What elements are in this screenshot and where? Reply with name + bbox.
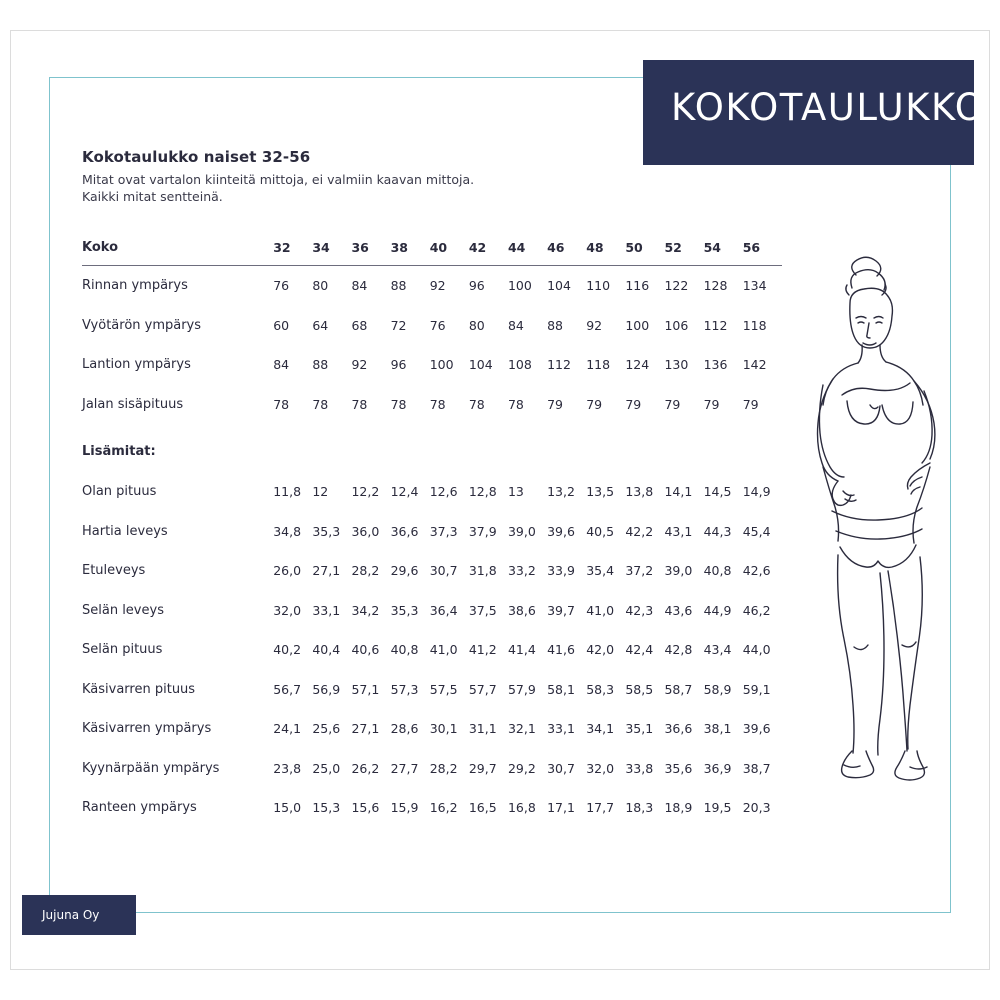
table-header xyxy=(82,240,782,266)
measurement-cell: 32,0 xyxy=(273,602,302,618)
measurement-cell: 122 xyxy=(664,278,689,294)
measurement-cell: 57,9 xyxy=(507,681,536,697)
measurement-cell: 42,3 xyxy=(625,602,654,618)
measurement-cell: 12,6 xyxy=(429,484,458,500)
measurement-cell: 40,8 xyxy=(390,642,419,658)
measurement-cell: 57,5 xyxy=(429,681,458,697)
measurement-cell: 43,1 xyxy=(664,523,693,539)
table-header-row xyxy=(82,240,782,266)
measurement-cell: 78 xyxy=(507,396,524,412)
measurement-cell: 38,7 xyxy=(742,760,771,776)
measurement-cell: 37,5 xyxy=(468,602,497,618)
measurement-cell: 27,7 xyxy=(390,760,419,776)
measurement-cell: 58,5 xyxy=(625,681,654,697)
measurement-cell: 128 xyxy=(703,278,728,294)
measurement-cell: 33,1 xyxy=(312,602,341,618)
measurement-cell: 116 xyxy=(625,278,650,294)
measurement-cell: 104 xyxy=(468,357,493,373)
table-row xyxy=(82,788,782,828)
measurement-cell: 37,9 xyxy=(468,523,497,539)
table-body xyxy=(82,266,782,828)
measurement-cell: 40,6 xyxy=(351,642,380,658)
measurement-cell: 79 xyxy=(625,396,642,412)
measurement-cell: 42,0 xyxy=(586,642,615,658)
row-label: Ranteen ympärys xyxy=(82,800,197,816)
measurement-cell: 16,2 xyxy=(429,800,458,816)
measurement-cell: 26,0 xyxy=(273,563,302,579)
measurement-cell: 142 xyxy=(742,357,767,373)
column-header-size-32: 32 xyxy=(273,240,291,255)
measurement-cell: 38,6 xyxy=(507,602,536,618)
table-row xyxy=(82,709,782,749)
measurement-cell: 15,0 xyxy=(273,800,302,816)
measurement-cell: 16,8 xyxy=(507,800,536,816)
measurement-cell: 100 xyxy=(625,317,650,333)
measurement-cell: 18,9 xyxy=(664,800,693,816)
measurement-cell: 84 xyxy=(351,278,368,294)
measurement-cell: 100 xyxy=(507,278,532,294)
column-header-size-36: 36 xyxy=(351,240,369,255)
column-header-size-56: 56 xyxy=(742,240,761,255)
measurement-cell: 41,0 xyxy=(429,642,458,658)
measurement-cell: 118 xyxy=(742,317,767,333)
measurement-cell: 112 xyxy=(703,317,728,333)
measurement-cell: 110 xyxy=(586,278,611,294)
measurement-cell: 72 xyxy=(390,317,407,333)
measurement-cell: 43,4 xyxy=(703,642,732,658)
table-row xyxy=(82,591,782,631)
measurement-cell: 30,7 xyxy=(547,760,575,776)
measurement-cell: 36,4 xyxy=(429,602,458,618)
measurement-cell: 13,8 xyxy=(625,484,654,500)
measurement-cell: 35,4 xyxy=(586,563,615,579)
row-label: Hartia leveys xyxy=(82,523,168,539)
measurement-cell: 43,6 xyxy=(664,602,693,618)
measurement-cell: 40,4 xyxy=(312,642,341,658)
measurement-cell: 32,0 xyxy=(586,760,615,776)
measurement-cell: 38,1 xyxy=(703,721,732,737)
measurement-cell: 46,2 xyxy=(742,602,771,618)
measurement-cell: 35,3 xyxy=(390,602,419,618)
measurement-cell: 39,0 xyxy=(664,563,693,579)
measurement-cell: 12,8 xyxy=(468,484,497,500)
measurement-cell: 13,2 xyxy=(547,484,575,500)
column-header-size-46: 46 xyxy=(547,240,565,255)
measurement-cell: 40,5 xyxy=(586,523,615,539)
measurement-cell: 27,1 xyxy=(351,721,380,737)
measurement-cell: 80 xyxy=(468,317,485,333)
measurement-cell: 57,3 xyxy=(390,681,419,697)
measurement-cell: 58,1 xyxy=(547,681,575,697)
measurement-cell: 14,9 xyxy=(742,484,771,500)
measurement-cell: 80 xyxy=(312,278,329,294)
measurement-cell: 124 xyxy=(625,357,650,373)
measurement-cell: 92 xyxy=(586,317,603,333)
measurement-cell: 30,1 xyxy=(429,721,458,737)
measurement-cell: 44,9 xyxy=(703,602,732,618)
page-title: Kokotaulukko naiset 32-56 xyxy=(82,148,311,166)
measurement-cell: 78 xyxy=(390,396,407,412)
column-header-size-34: 34 xyxy=(312,240,330,255)
measurement-cell: 64 xyxy=(312,317,329,333)
column-header-size-54: 54 xyxy=(703,240,722,255)
measurement-cell: 59,1 xyxy=(742,681,771,697)
measurement-cell: 29,7 xyxy=(468,760,497,776)
table-row xyxy=(82,385,782,425)
measurement-cell: 130 xyxy=(664,357,689,373)
measurement-cell: 78 xyxy=(273,396,290,412)
female-body-line-drawing xyxy=(770,255,990,835)
measurement-cell: 17,7 xyxy=(586,800,615,816)
measurement-cell: 30,7 xyxy=(429,563,458,579)
measurement-cell: 25,0 xyxy=(312,760,341,776)
measurement-cell: 78 xyxy=(351,396,368,412)
measurement-cell: 92 xyxy=(429,278,446,294)
measurement-cell: 33,9 xyxy=(547,563,575,579)
column-header-size-40: 40 xyxy=(429,240,448,255)
measurement-cell: 45,4 xyxy=(742,523,771,539)
measurement-cell: 39,6 xyxy=(547,523,575,539)
measurement-cell: 84 xyxy=(507,317,524,333)
page-subtitle xyxy=(82,171,474,205)
table-row xyxy=(82,345,782,385)
row-label: Selän leveys xyxy=(82,602,164,618)
measurement-cell: 79 xyxy=(703,396,720,412)
measurement-cell: 79 xyxy=(742,396,759,412)
table-row xyxy=(82,472,782,512)
measurement-cell: 15,9 xyxy=(390,800,419,816)
measurement-cell: 34,2 xyxy=(351,602,380,618)
measurement-cell: 104 xyxy=(547,278,571,294)
measurement-cell: 106 xyxy=(664,317,689,333)
measurement-cell: 32,1 xyxy=(507,721,536,737)
measurement-cell: 12,4 xyxy=(390,484,419,500)
measurement-cell: 20,3 xyxy=(742,800,771,816)
table-section-heading-row xyxy=(82,424,782,472)
row-label: Rinnan ympärys xyxy=(82,278,188,294)
row-label: Jalan sisäpituus xyxy=(82,396,184,412)
measurement-cell: 29,6 xyxy=(390,563,419,579)
measurement-cell: 26,2 xyxy=(351,760,380,776)
measurement-cell: 28,2 xyxy=(351,563,380,579)
row-label: Vyötärön ympärys xyxy=(82,317,202,333)
table-row xyxy=(82,670,782,710)
measurement-cell: 33,2 xyxy=(507,563,536,579)
measurement-cell: 31,1 xyxy=(468,721,497,737)
row-label: Etuleveys xyxy=(82,563,146,579)
measurement-cell: 37,3 xyxy=(429,523,458,539)
row-label: Lantion ympärys xyxy=(82,357,191,373)
measurement-cell: 16,5 xyxy=(468,800,497,816)
size-measurement-table xyxy=(82,240,782,828)
measurement-cell: 33,8 xyxy=(625,760,654,776)
measurement-cell: 79 xyxy=(664,396,681,412)
column-header-size-50: 50 xyxy=(625,240,643,255)
column-header-size-52: 52 xyxy=(664,240,682,255)
column-header-size-48: 48 xyxy=(586,240,604,255)
measurement-cell: 14,5 xyxy=(703,484,732,500)
measurement-cell: 35,1 xyxy=(625,721,654,737)
measurement-cell: 57,1 xyxy=(351,681,380,697)
measurement-cell: 28,2 xyxy=(429,760,458,776)
measurement-cell: 41,0 xyxy=(586,602,615,618)
measurement-cell: 88 xyxy=(312,357,329,373)
measurement-cell: 96 xyxy=(468,278,485,294)
measurement-cell: 58,9 xyxy=(703,681,732,697)
measurement-cell: 78 xyxy=(429,396,446,412)
measurement-cell: 76 xyxy=(429,317,446,333)
measurement-cell: 29,2 xyxy=(507,760,536,776)
subtitle-line-2: Kaikki mitat sentteinä. xyxy=(82,189,223,204)
measurement-cell: 23,8 xyxy=(273,760,302,776)
measurement-cell: 57,7 xyxy=(468,681,497,697)
measurement-cell: 58,7 xyxy=(664,681,693,697)
measurement-cell: 35,6 xyxy=(664,760,693,776)
table-row xyxy=(82,306,782,346)
column-header-size-44: 44 xyxy=(507,240,526,255)
column-header-size-38: 38 xyxy=(390,240,409,255)
measurement-cell: 27,1 xyxy=(312,563,341,579)
table-row xyxy=(82,630,782,670)
measurement-cell: 14,1 xyxy=(664,484,693,500)
measurement-cell: 19,5 xyxy=(703,800,732,816)
measurement-cell: 39,6 xyxy=(742,721,771,737)
measurement-cell: 18,3 xyxy=(625,800,654,816)
row-label: Olan pituus xyxy=(82,484,157,500)
row-label: Kyynärpään ympärys xyxy=(82,760,220,776)
measurement-cell: 41,6 xyxy=(547,642,575,658)
measurement-cell: 40,2 xyxy=(273,642,302,658)
table-row xyxy=(82,749,782,789)
table-row xyxy=(82,266,782,306)
measurement-cell: 39,7 xyxy=(547,602,575,618)
measurement-cell: 56,9 xyxy=(312,681,341,697)
measurement-cell: 96 xyxy=(390,357,407,373)
measurement-cell: 15,3 xyxy=(312,800,341,816)
measurement-cell: 15,6 xyxy=(351,800,380,816)
measurement-cell: 13 xyxy=(507,484,524,500)
row-label: Käsivarren pituus xyxy=(82,681,196,697)
row-label: Selän pituus xyxy=(82,642,163,658)
measurement-cell: 79 xyxy=(547,396,564,412)
measurement-cell: 33,1 xyxy=(547,721,575,737)
measurement-cell: 100 xyxy=(429,357,454,373)
measurement-cell: 41,2 xyxy=(468,642,497,658)
measurement-cell: 12 xyxy=(312,484,329,500)
column-header-size-42: 42 xyxy=(468,240,487,255)
measurement-cell: 42,6 xyxy=(742,563,771,579)
measurement-cell: 68 xyxy=(351,317,368,333)
subtitle-line-1: Mitat ovat vartalon kiinteitä mittoja, ei valmiin kaavan mittoja. xyxy=(82,172,475,187)
measurement-cell: 78 xyxy=(468,396,485,412)
footer-brand-tag xyxy=(22,895,136,935)
measurement-cell: 78 xyxy=(312,396,329,412)
measurement-cell: 60 xyxy=(273,317,290,333)
measurement-cell: 34,1 xyxy=(586,721,615,737)
measurement-cell: 17,1 xyxy=(547,800,575,816)
measurement-cell: 34,8 xyxy=(273,523,302,539)
measurement-cell: 136 xyxy=(703,357,728,373)
measurement-cell: 36,6 xyxy=(390,523,419,539)
measurement-cell: 37,2 xyxy=(625,563,654,579)
measurement-cell: 92 xyxy=(351,357,368,373)
measurement-cell: 134 xyxy=(742,278,767,294)
measurement-cell: 88 xyxy=(390,278,407,294)
measurement-cell: 39,0 xyxy=(507,523,536,539)
measurement-cell: 118 xyxy=(586,357,611,373)
measurement-cell: 88 xyxy=(547,317,564,333)
row-label: Käsivarren ympärys xyxy=(82,721,212,737)
measurement-cell: 13,5 xyxy=(586,484,615,500)
measurement-cell: 112 xyxy=(547,357,571,373)
measurement-cell: 56,7 xyxy=(273,681,302,697)
measurement-cell: 11,8 xyxy=(273,484,302,500)
measurement-cell: 58,3 xyxy=(586,681,615,697)
measurement-cell: 44,0 xyxy=(742,642,771,658)
measurement-cell: 42,4 xyxy=(625,642,654,658)
measurement-cell: 36,6 xyxy=(664,721,693,737)
measurement-cell: 84 xyxy=(273,357,290,373)
measurement-cell: 36,9 xyxy=(703,760,732,776)
measurement-cell: 35,3 xyxy=(312,523,341,539)
measurement-cell: 25,6 xyxy=(312,721,341,737)
measurement-cell: 36,0 xyxy=(351,523,380,539)
title-banner-text: KOKOTAULUKKO xyxy=(671,86,986,129)
measurement-cell: 12,2 xyxy=(351,484,380,500)
measurement-cell: 42,2 xyxy=(625,523,654,539)
measurement-cell: 31,8 xyxy=(468,563,497,579)
measurement-cell: 76 xyxy=(273,278,290,294)
footer-brand-text: Jujuna Oy xyxy=(42,908,100,922)
measurement-cell: 108 xyxy=(507,357,532,373)
measurement-cell: 44,3 xyxy=(703,523,732,539)
measurement-cell: 79 xyxy=(586,396,603,412)
column-header-size: Koko xyxy=(82,240,119,255)
table-row xyxy=(82,551,782,591)
measurement-cell: 24,1 xyxy=(273,721,302,737)
table-row xyxy=(82,512,782,552)
title-banner xyxy=(643,60,986,165)
measurement-cell: 28,6 xyxy=(390,721,419,737)
table-section-heading: Lisämitat: xyxy=(82,443,156,459)
measurement-cell: 41,4 xyxy=(507,642,536,658)
measurement-cell: 40,8 xyxy=(703,563,732,579)
measurement-cell: 42,8 xyxy=(664,642,693,658)
